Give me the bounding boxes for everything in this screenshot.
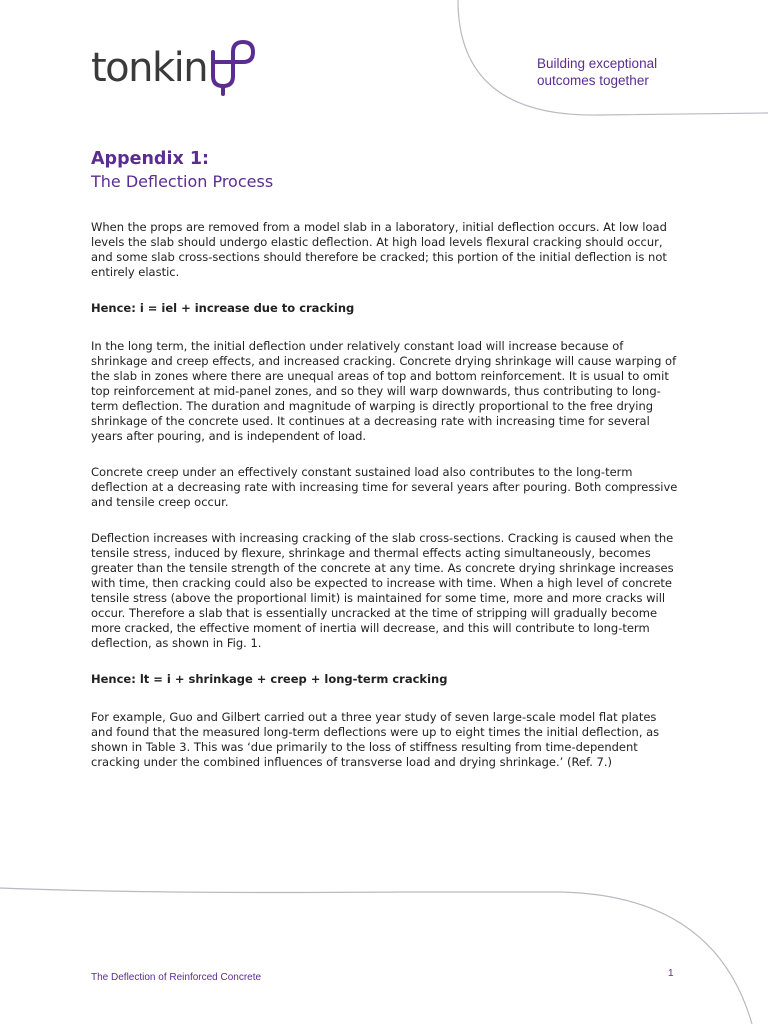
appendix-title: The Deflection Process	[91, 172, 274, 191]
paragraph-example: For example, Guo and Gilbert carried out a three year study of seven large-scale model flat plates and found that the measured long-term deflections were up to eight times the initial deflection, as shown in Table 3. This was ‘due primarily to the loss of stiffness resulting from time-dependent cracking under the combined influences of transverse load and drying shrinkage.’ (Ref. 7.)	[91, 710, 660, 769]
tagline-line-1: Building exceptional	[537, 56, 658, 71]
logo-mark-icon	[207, 38, 259, 96]
paragraph-long-term: In the long term, the initial deflection under relatively constant load will increase because of shrinkage and creep effects, and increased cracking. Concrete drying shrinkage will cause warping of the slab in zones where there are unequal areas of top and bottom reinforcement. It is usual to omit top reinforcement at mid-panel zones, and so they will warp downwards, thus contributing to long-term deflection. The duration and magnitude of warping is directly proportional to the free drying shrinkage of the concrete used. It continues at a decreasing rate with increasing time for several years after pouring, and is independent of load.	[91, 339, 677, 443]
paragraph-cracking: Deflection increases with increasing cracking of the slab cross-sections. Cracking is caused when the tensile stress, induced by flexure, shrinkage and thermal effects acting simultaneously, becomes greater than the tensile strength of the concrete at any time. As concrete drying shrinkage increases with time, then cracking could also be expected to increase with time. When a high level of concrete tensile stress (above the proportional limit) is maintained for some time, more and more cracks will occur. Therefore a slab that is essentially uncracked at the time of stripping will gradually become more cracked, the effective moment of inertia will decrease, and this will contribute to long-term deflection, as shown in Fig. 1.	[91, 531, 674, 650]
logo-wordmark: tonkin	[91, 45, 208, 91]
equation-long-term: Hence: lt = i + shrinkage + creep + long-term cracking	[91, 672, 448, 686]
document-body	[91, 220, 681, 770]
paragraph-creep: Concrete creep under an effectively constant sustained load also contributes to the long-term deflection at a decreasing rate with increasing time for several years after pouring. Both compressive and tensile creep occur.	[91, 465, 678, 509]
paragraph-initial-deflection: When the props are removed from a model slab in a laboratory, initial deflection occurs. At low load levels the slab should undergo elastic deflection. At high load levels flexural cracking should occur, and some slab cross-sections should therefore be cracked; this portion of the initial deflection is not entirely elastic.	[91, 220, 667, 279]
appendix-number: Appendix 1:	[91, 149, 210, 169]
footer-document-title: The Deflection of Reinforced Concrete	[91, 972, 262, 983]
page-number: 1	[668, 968, 674, 979]
equation-initial: Hence: i = iel + increase due to cracking	[91, 301, 355, 315]
brand-tagline	[537, 55, 737, 89]
tagline-line-2: outcomes together	[537, 73, 649, 88]
page-heading	[91, 148, 273, 193]
